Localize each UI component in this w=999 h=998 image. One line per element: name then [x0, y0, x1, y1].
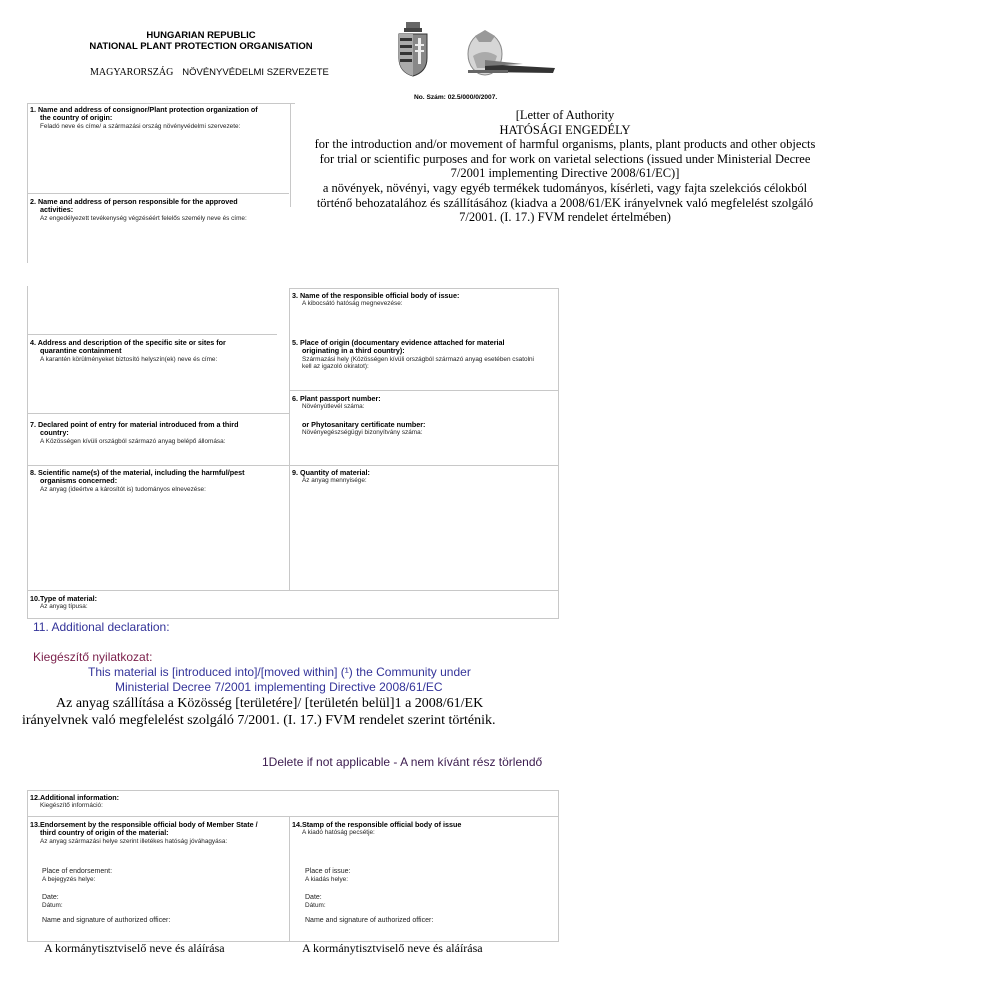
header-line-3-b: NÖVÉNYVÉDELMI SZERVEZETE	[182, 67, 329, 78]
title-line-4: for trial or scientific purposes and for work on varietal selections (issued under Ministerial Decree	[319, 151, 811, 166]
declaration-hu-2: irányelvnek való megfelelést szolgáló 7/2001. (I. 17.) FVM rendelet szerint történik.	[22, 713, 496, 728]
field-5-label-hu: Származási hely (Közösségen kívüli országból származó anyag esetében csatolni	[302, 355, 534, 363]
title-block	[291, 108, 839, 225]
declaration-en-1: This material is [introduced into]/[moved within] (¹) the Community under	[88, 665, 471, 679]
field-13-label-cont: third country of origin of the material:	[40, 828, 169, 838]
title-line-7: történő behozatalához és szállításához (kiadva a 2008/61/EK irányelvnek való megfelelést szolgáló	[316, 195, 814, 210]
field-6b-label: or Phytosanitary certificate number:	[302, 420, 426, 429]
field-9-quantity	[292, 469, 547, 485]
date-label-hu: Dátum:	[42, 901, 63, 909]
date-label: Date:	[42, 894, 59, 901]
field-8-label: 8. Scientific name(s) of the material, including the harmful/pest	[30, 468, 245, 477]
field-7-label-hu: A Közösségen kívüli országból származó anyag belépő állomása:	[40, 437, 226, 445]
field-6-phytosanitary	[302, 421, 557, 437]
field-6b-label-hu: Növényegészségügyi bizonyítvány száma:	[302, 429, 423, 437]
organisation-logo-icon	[463, 28, 558, 78]
field-7-point-of-entry	[30, 421, 285, 445]
field-2-label-cont: activities:	[40, 205, 74, 215]
field-4-quarantine-site	[30, 339, 285, 363]
title-line-6: a növények, növényi, vagy egyéb termékek tudományos, kísérleti, vagy fajta szelekciós célokból	[322, 180, 808, 195]
signature-label: Name and signature of authorized officer:	[42, 917, 171, 924]
field-8-label-cont: organisms concerned:	[40, 476, 118, 486]
field-7-label: 7. Declared point of entry for material introduced from a third	[30, 420, 239, 429]
field-9-label-hu: Az anyag mennyisége:	[302, 477, 367, 485]
field-4-label-hu: A karantén körülményeket biztosító helyszín(ek) neve és címe:	[40, 355, 218, 363]
field-13-signature	[42, 917, 170, 925]
header-line-3-a: MAGYARORSZÁG	[90, 67, 174, 78]
title-line-5: 7/2001 implementing Directive 2008/61/EC)]	[450, 166, 680, 181]
field-14-date	[305, 894, 326, 909]
field-10-label-hu: Az anyag típusa:	[40, 603, 88, 611]
field-1-label: 1. Name and address of consignor/Plant protection organization of	[30, 105, 258, 114]
field-14-place-of-issue	[305, 868, 351, 883]
field-1-label-hu: Feladó neve és címe/ a származási ország növényvédelmi szervezete:	[40, 122, 241, 130]
field-3-issuing-body	[292, 292, 547, 308]
field-5-label-cont: originating in a third country):	[302, 346, 405, 356]
coat-of-arms-icon	[396, 20, 430, 78]
field-1-consignor	[30, 106, 285, 130]
field-13-label-hu: Az anyag származási helye szerint illetékes hatóság jóváhagyása:	[40, 837, 228, 845]
field-10-label: 10.Type of material:	[30, 594, 97, 603]
field-5-label-hu-cont: kell az igazoló okiratot):	[302, 363, 369, 371]
header-line-3	[90, 62, 329, 80]
title-line-1: [Letter of Authority	[515, 108, 615, 122]
field-6-label-hu: Növényútlevél száma:	[302, 403, 365, 411]
field-6-plant-passport	[292, 395, 547, 411]
field-10-type	[30, 595, 285, 611]
field-14-signature	[305, 917, 433, 925]
field-1-label-cont: the country of origin:	[40, 113, 113, 123]
title-line-8: 7/2001. (I. 17.) FVM rendelet értelmében)	[459, 210, 671, 225]
place-of-issue-label: Place of issue:	[305, 868, 351, 875]
field-4-label-cont: quarantine containment	[40, 346, 122, 356]
field-9-label: 9. Quantity of material:	[292, 468, 370, 477]
header-line-1: HUNGARIAN REPUBLIC	[146, 30, 256, 41]
field-2-label: 2. Name and address of person responsible for the approved	[30, 197, 238, 206]
field-5-place-of-origin	[292, 339, 557, 371]
field-3-label-hu: A kibocsátó hatóság megnevezése:	[302, 300, 403, 308]
field-6-label: 6. Plant passport number:	[292, 394, 381, 403]
field-12-label-hu: Kiegészítő információ:	[40, 802, 103, 810]
field-14-label: 14.Stamp of the responsible official body of issue	[292, 820, 462, 829]
place-of-issue-label-hu: A kiadás helye:	[305, 875, 348, 883]
signature-caption-right: A kormánytisztviselő neve és aláírása	[302, 941, 483, 955]
field-12-label: 12.Additional information:	[30, 793, 120, 802]
issue-date-label-hu: Dátum:	[305, 901, 326, 909]
document-number: No. Szám: 02.5/000/0/2007.	[414, 94, 498, 101]
field-7-label-cont: country:	[40, 428, 69, 438]
title-line-2: HATÓSÁGI ENGEDÉLY	[499, 122, 631, 137]
field-3-label: 3. Name of the responsible official body of issue:	[292, 291, 460, 300]
field-13-place-of-endorsement	[42, 868, 112, 883]
title-line-3: for the introduction and/or movement of harmful organisms, plants, plant products and other objects	[314, 137, 816, 152]
declaration-footnote: 1Delete if not applicable - A nem kívánt rész törlendő	[262, 755, 543, 769]
field-8-scientific-name	[30, 469, 285, 493]
header-line-2: NATIONAL PLANT PROTECTION ORGANISATION	[89, 41, 313, 52]
issue-signature-label: Name and signature of authorized officer:	[305, 917, 434, 924]
field-5-label: 5. Place of origin (documentary evidence attached for material	[292, 338, 505, 347]
place-of-endorsement-label: Place of endorsement:	[42, 868, 113, 875]
field-4-label: 4. Address and description of the specific site or sites for	[30, 338, 226, 347]
field-2-label-hu: Az engedélyezett tevékenység végzéséért felelős személy neve és címe:	[40, 214, 247, 222]
field-13-endorsement	[30, 821, 285, 845]
field-8-label-hu: Az anyag (ideértve a károsítót is) tudományos elnevezése:	[40, 485, 206, 493]
field-14-label-hu: A kiadó hatóság pecsétje:	[302, 829, 375, 837]
field-13-date	[42, 894, 63, 909]
field-14-stamp	[292, 821, 547, 837]
declaration-hu-1: Az anyag szállítása a Közösség [területére]/ [területén belül]1 a 2008/61/EK	[56, 696, 484, 711]
place-of-endorsement-label-hu: A bejegyzés helye:	[42, 875, 96, 883]
issue-date-label: Date:	[305, 894, 322, 901]
signature-caption-left: A kormánytisztviselő neve és aláírása	[44, 941, 225, 955]
declaration-en-2: Ministerial Decree 7/2001 implementing Directive 2008/61/EC	[115, 680, 443, 694]
field-12-additional-info	[30, 794, 285, 810]
field-13-label: 13.Endorsement by the responsible official body of Member State /	[30, 820, 258, 829]
declaration-title: 11. Additional declaration:	[33, 620, 170, 634]
field-2-responsible-person	[30, 198, 285, 222]
declaration-title-hu: Kiegészítő nyilatkozat:	[33, 650, 153, 664]
